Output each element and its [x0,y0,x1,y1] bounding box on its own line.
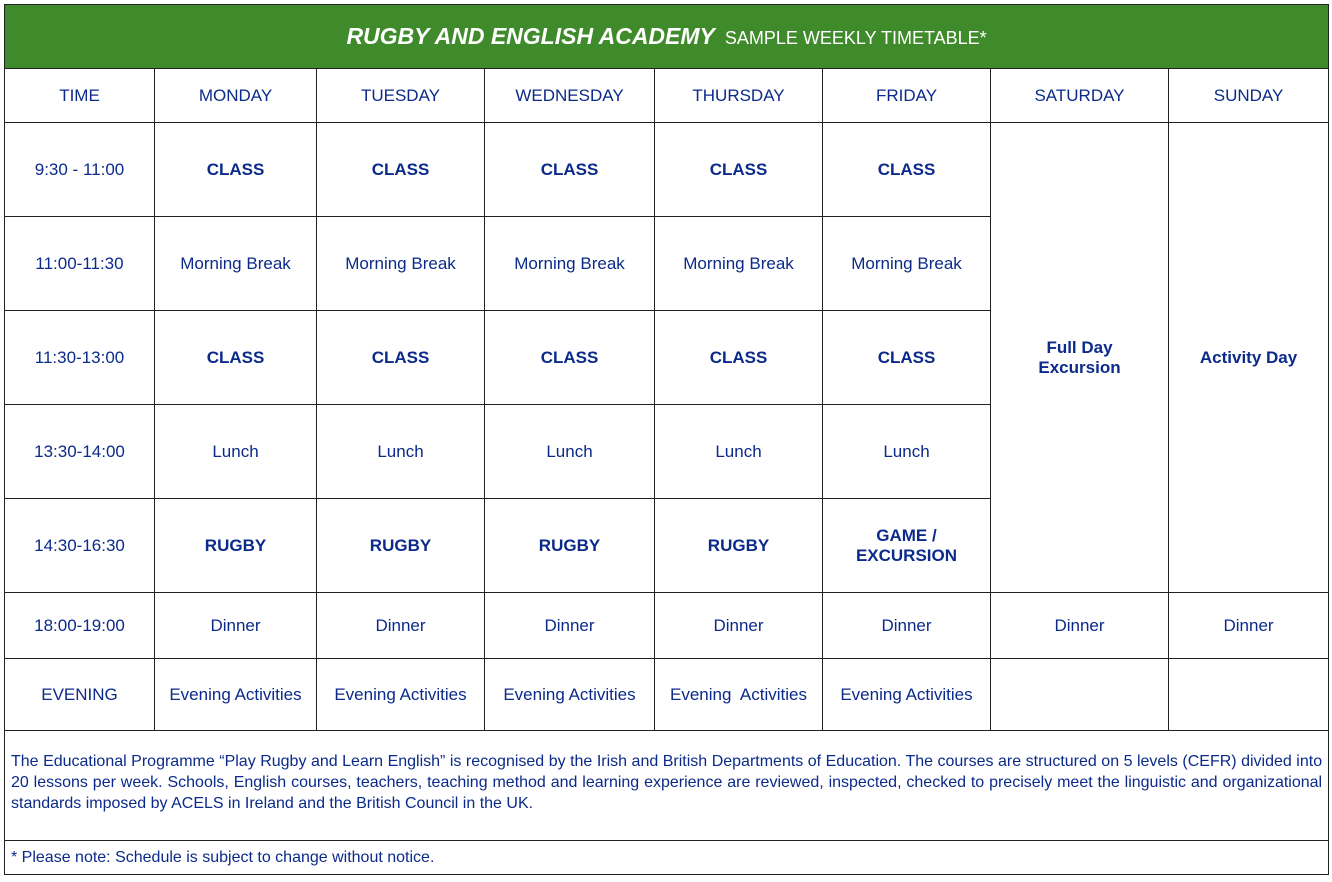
schedule-cell: Lunch [823,405,991,499]
schedule-cell: Evening Activities [155,659,317,731]
time-cell: EVENING [5,659,155,731]
schedule-cell: Dinner [655,593,823,659]
time-cell: 9:30 - 11:00 [5,123,155,217]
schedule-cell: CLASS [155,123,317,217]
schedule-cell: Lunch [655,405,823,499]
friday-game-line-1: GAME / [876,525,937,545]
schedule-cell: Lunch [155,405,317,499]
timetable-sheet [4,4,1328,875]
column-header-saturday: SATURDAY [991,69,1169,123]
saturday-line-1: Full Day [1046,337,1113,357]
time-cell: 14:30-16:30 [5,499,155,593]
time-cell: 13:30-14:00 [5,405,155,499]
schedule-cell: CLASS [823,311,991,405]
friday-game-cell [823,499,991,593]
schedule-cell: Evening Activities [485,659,655,731]
schedule-cell: CLASS [485,311,655,405]
title-main: RUGBY AND ENGLISH ACADEMY [346,23,715,49]
saturday-excursion-cell [991,123,1169,593]
schedule-cell: CLASS [155,311,317,405]
schedule-cell: RUGBY [655,499,823,593]
note-row [5,731,1329,841]
column-header-time: TIME [5,69,155,123]
title-row [5,5,1329,69]
header-row [5,69,1329,123]
column-header-monday: MONDAY [155,69,317,123]
schedule-cell: CLASS [317,311,485,405]
schedule-cell: Dinner [155,593,317,659]
table-row [5,123,1329,217]
title-sub: SAMPLE WEEKLY TIMETABLE* [724,28,987,48]
table-row [5,593,1329,659]
schedule-cell: CLASS [485,123,655,217]
schedule-cell: CLASS [823,123,991,217]
friday-game-line-2: EXCURSION [855,545,958,565]
schedule-cell [991,659,1169,731]
schedule-cell: Dinner [823,593,991,659]
schedule-cell: CLASS [317,123,485,217]
programme-note: The Educational Programme “Play Rugby and Learn English” is recognised by the Irish and British Departments of Education. The courses are structured on 5 levels (CEFR) divided into 20 lessons per week. Schools, English courses, teachers, teaching method and learning experience are reviewed, inspected, checked to precisely meet the linguistic and organizational standards imposed by ACELS in Ireland and the British Council in the UK. [5,731,1329,841]
footnote-row [5,841,1329,875]
schedule-cell: Dinner [485,593,655,659]
schedule-cell: Dinner [1169,593,1329,659]
schedule-cell: Evening Activities [823,659,991,731]
column-header-sunday: SUNDAY [1169,69,1329,123]
footnote: * Please note: Schedule is subject to change without notice. [5,841,1329,875]
schedule-cell: Morning Break [317,217,485,311]
schedule-cell: Lunch [317,405,485,499]
column-header-wednesday: WEDNESDAY [485,69,655,123]
time-cell: 11:30-13:00 [5,311,155,405]
schedule-cell: Evening Activities [655,659,823,731]
timetable [4,4,1329,875]
schedule-cell: Morning Break [155,217,317,311]
schedule-cell: Morning Break [485,217,655,311]
time-cell: 11:00-11:30 [5,217,155,311]
schedule-cell [1169,659,1329,731]
title-cell [5,5,1329,69]
schedule-cell: RUGBY [317,499,485,593]
schedule-cell: Dinner [991,593,1169,659]
schedule-cell: Morning Break [823,217,991,311]
schedule-cell: CLASS [655,123,823,217]
column-header-friday: FRIDAY [823,69,991,123]
schedule-cell: Dinner [317,593,485,659]
schedule-cell: CLASS [655,311,823,405]
schedule-cell: Lunch [485,405,655,499]
sunday-activity-cell: Activity Day [1169,123,1329,593]
column-header-tuesday: TUESDAY [317,69,485,123]
saturday-line-2: Excursion [1038,357,1121,377]
schedule-cell: RUGBY [485,499,655,593]
table-row [5,659,1329,731]
time-cell: 18:00-19:00 [5,593,155,659]
schedule-cell: Evening Activities [317,659,485,731]
schedule-cell: Morning Break [655,217,823,311]
column-header-thursday: THURSDAY [655,69,823,123]
schedule-cell: RUGBY [155,499,317,593]
